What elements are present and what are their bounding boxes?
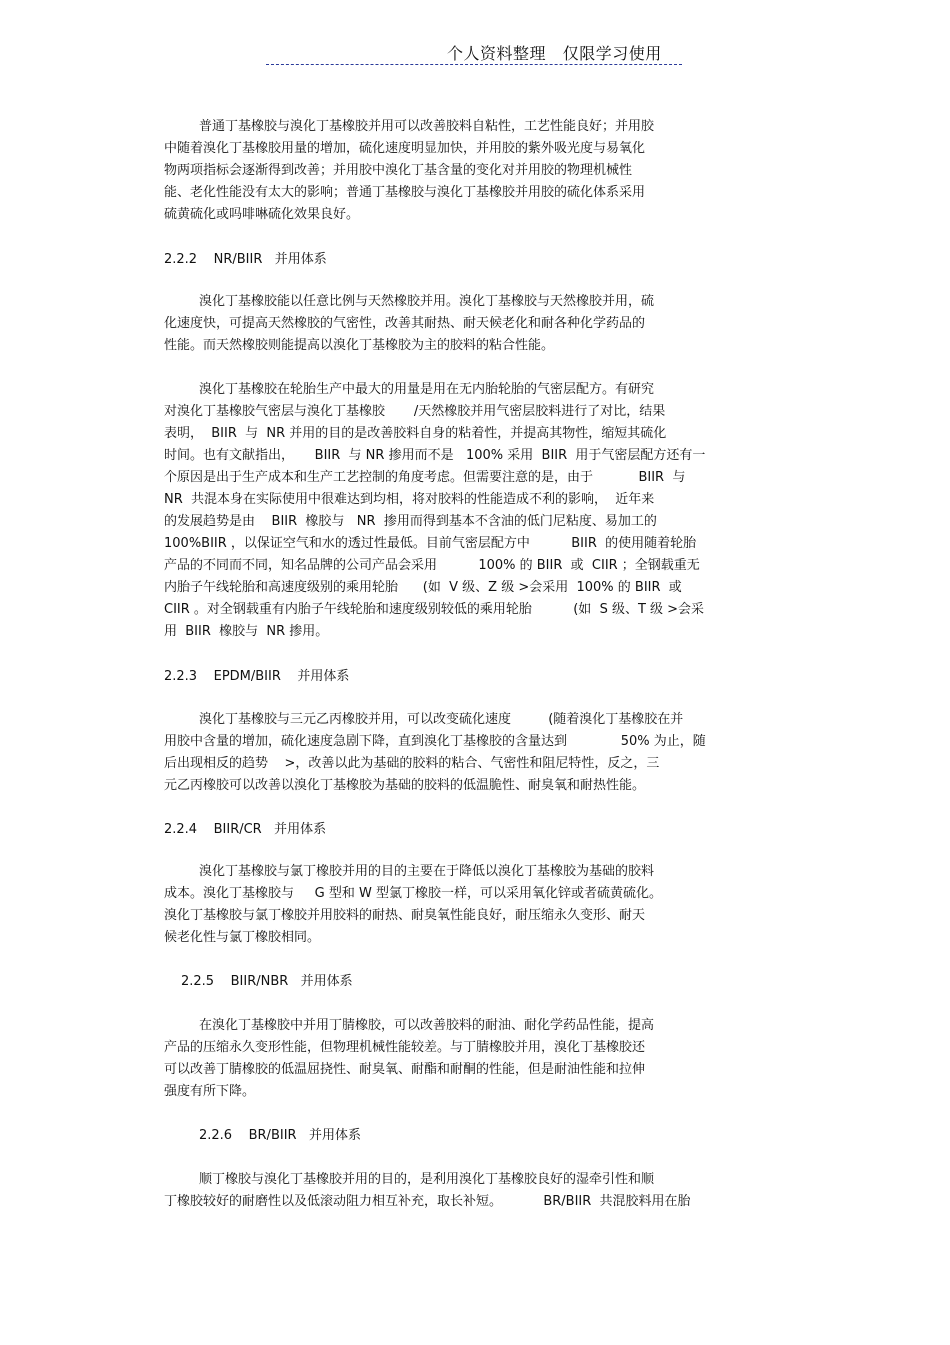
text-line: 后出现相反的趋势 >，改善以此为基础的胶料的粘合、气密性和阻尼特性，反之，三 xyxy=(164,756,660,771)
text-line: 在溴化丁基橡胶中并用丁腈橡胶，可以改善胶料的耐油、耐化学药品性能，提高 xyxy=(199,1018,655,1033)
text-line: 顺丁橡胶与溴化丁基橡胶并用的目的，是利用溴化丁基橡胶良好的湿牵引性和顺 xyxy=(199,1172,655,1187)
header-dashed-rule xyxy=(266,64,682,65)
text-line: 丁橡胶较好的耐磨性以及低滚动阻力相互补充，取长补短。 BR/BIIR 共混胶料用在胎 xyxy=(164,1194,691,1209)
text-line: 性能。而天然橡胶则能提高以溴化丁基橡胶为主的胶料的粘合性能。 xyxy=(164,338,555,353)
text-line: 溴化丁基橡胶与氯丁橡胶并用的目的主要在于降低以溴化丁基橡胶为基础的胶料 xyxy=(199,864,655,879)
section-heading: 2.2.2 NR/BIIR 并用体系 xyxy=(164,252,327,267)
text-line: 表明， BIIR 与 NR 并用的目的是改善胶料自身的粘着性，并提高其物性，缩短其硫化 xyxy=(164,426,667,441)
header-title: 个人资料整理 仅限学习使用 xyxy=(447,44,662,63)
text-line: NR 共混本身在实际使用中很难达到均相，将对胶料的性能造成不利的影响， 近年来 xyxy=(164,492,655,507)
text-line: 溴化丁基橡胶与氯丁橡胶并用胶料的耐热、耐臭氧性能良好，耐压缩永久变形、耐天 xyxy=(164,908,646,923)
section-heading: 2.2.5 BIIR/NBR 并用体系 xyxy=(181,974,353,989)
text-line: 溴化丁基橡胶在轮胎生产中最大的用量是用在无内胎轮胎的气密层配方。有研究 xyxy=(199,382,655,397)
text-line: 溴化丁基橡胶与三元乙丙橡胶并用，可以改变硫化速度 (随着溴化丁基橡胶在并 xyxy=(199,712,684,727)
text-line: 内胎子午线轮胎和高速度级别的乘用轮胎 (如 V 级、Z 级 >会采用 100% 的 BIIR 或 xyxy=(164,580,682,595)
section-heading: 2.2.4 BIIR/CR 并用体系 xyxy=(164,822,327,837)
text-line: 元乙丙橡胶可以改善以溴化丁基橡胶为基础的胶料的低温脆性、耐臭氧和耐热性能。 xyxy=(164,778,646,793)
text-line: 的发展趋势是由 BIIR 橡胶与 NR 掺用而得到基本不含油的低门尼粘度、易加工的 xyxy=(164,514,657,529)
text-line: 物两项指标会逐渐得到改善；并用胶中溴化丁基含量的变化对并用胶的物理机械性 xyxy=(164,163,633,178)
text-line: 中随着溴化丁基橡胶用量的增加，硫化速度明显加快，并用胶的紫外吸光度与易氧化 xyxy=(164,141,646,156)
text-line: 100%BIIR ，以保证空气和水的透过性最低。目前气密层配方中 BIIR 的使用随着轮胎 xyxy=(164,536,697,551)
page-header xyxy=(0,44,950,68)
section-heading: 2.2.3 EPDM/BIIR 并用体系 xyxy=(164,669,350,684)
text-line: 用 BIIR 橡胶与 NR 掺用。 xyxy=(164,624,329,639)
text-line: 时间。也有文献指出， BIIR 与 NR 掺用而不是 100% 采用 BIIR 用于气密层配方还有一 xyxy=(164,448,706,463)
text-line: CIIR 。对全钢载重有内胎子午线轮胎和速度级别较低的乘用轮胎 (如 S 级、T 级 >会采 xyxy=(164,602,705,617)
text-line: 产品的不同而不同，知名品牌的公司产品会采用 100% 的 BIIR 或 CIIR ；全钢载重无 xyxy=(164,558,700,573)
text-line: 产品的压缩永久变形性能，但物理机械性能较差。与丁腈橡胶并用，溴化丁基橡胶还 xyxy=(164,1040,646,1055)
text-line: 硫黄硫化或吗啡啉硫化效果良好。 xyxy=(164,207,360,222)
text-line: 候老化性与氯丁橡胶相同。 xyxy=(164,930,321,945)
section-heading: 2.2.6 BR/BIIR 并用体系 xyxy=(199,1128,361,1143)
text-line: 能、老化性能没有太大的影响；普通丁基橡胶与溴化丁基橡胶并用胶的硫化体系采用 xyxy=(164,185,646,200)
text-line: 成本。溴化丁基橡胶与 G 型和 W 型氯丁橡胶一样，可以采用氧化锌或者硫黄硫化。 xyxy=(164,886,662,901)
text-line: 化速度快，可提高天然橡胶的气密性，改善其耐热、耐天候老化和耐各种化学药品的 xyxy=(164,316,646,331)
text-line: 用胶中含量的增加，硫化速度急剧下降，直到溴化丁基橡胶的含量达到 50% 为止，随 xyxy=(164,734,706,749)
text-line: 个原因是出于生产成本和生产工艺控制的角度考虑。但需要注意的是，由于 BIIR 与 xyxy=(164,470,686,485)
text-line: 溴化丁基橡胶能以任意比例与天然橡胶并用。溴化丁基橡胶与天然橡胶并用，硫 xyxy=(199,294,655,309)
text-line: 普通丁基橡胶与溴化丁基橡胶并用可以改善胶料自粘性，工艺性能良好；并用胶 xyxy=(199,119,655,134)
text-line: 可以改善丁腈橡胶的低温屈挠性、耐臭氧、耐酯和耐酮的性能，但是耐油性能和拉伸 xyxy=(164,1062,646,1077)
text-line: 强度有所下降。 xyxy=(164,1084,256,1099)
text-line: 对溴化丁基橡胶气密层与溴化丁基橡胶 /天然橡胶并用气密层胶料进行了对比，结果 xyxy=(164,404,666,419)
